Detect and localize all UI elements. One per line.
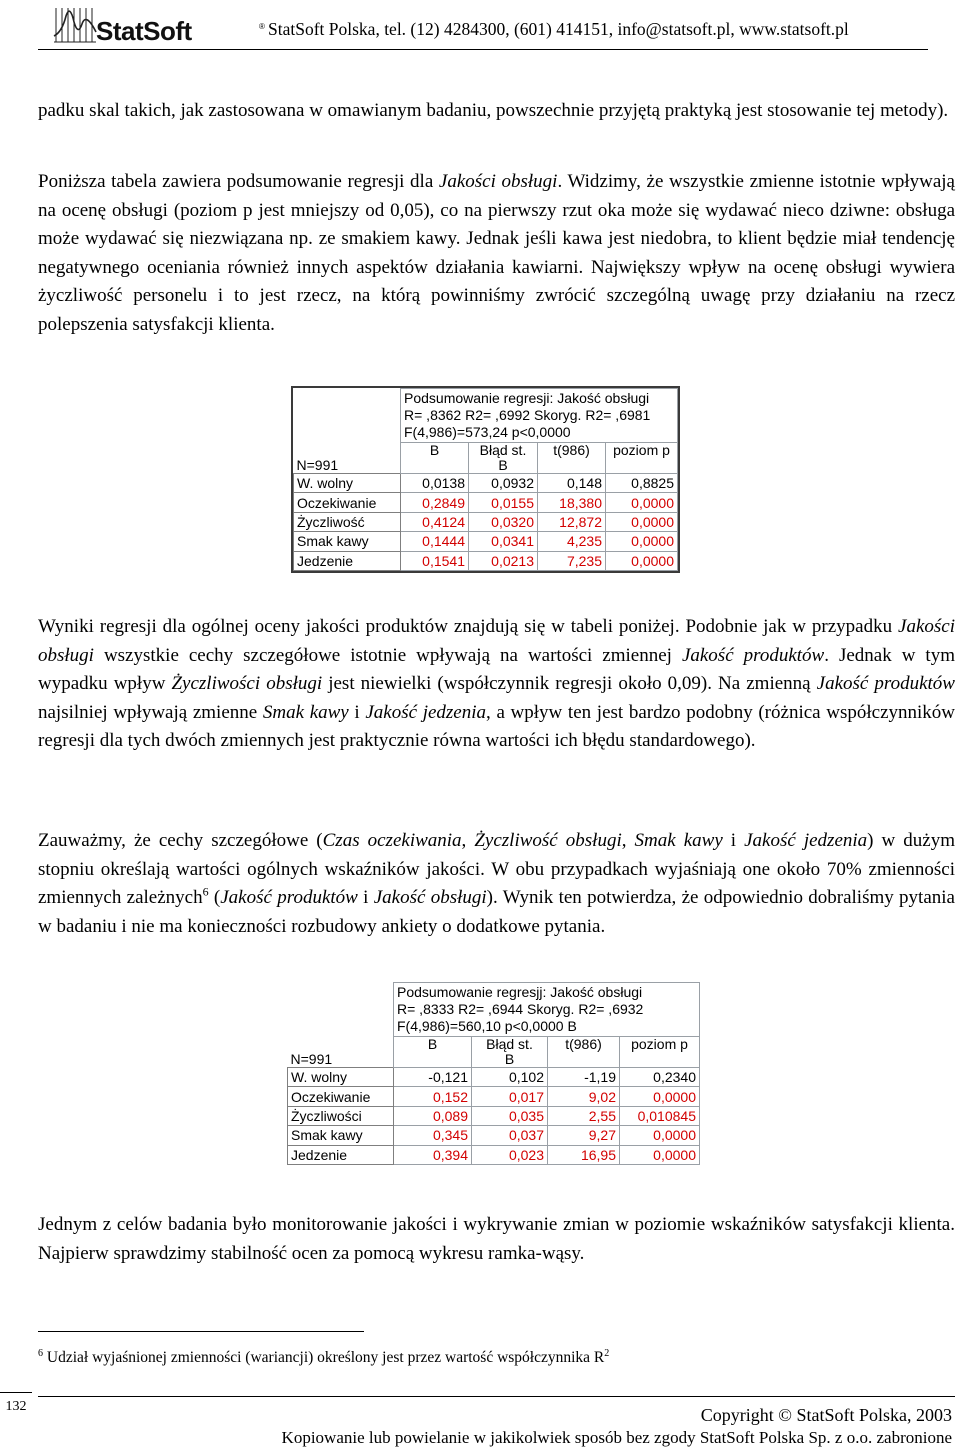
column-header-text: Błąd st. B — [486, 1036, 533, 1067]
column-header: t(986) — [538, 443, 606, 474]
table-stats-line: F(4,986)=560,10 p<0,0000 B — [397, 1018, 577, 1034]
cell: 0,023 — [472, 1145, 548, 1164]
cell: 0,0000 — [620, 1145, 700, 1164]
cell: 0,152 — [394, 1087, 472, 1106]
cell: 0,148 — [538, 474, 606, 493]
row-label: Smak kawy — [288, 1126, 394, 1145]
text-run: i — [348, 701, 366, 723]
column-header: t(986) — [548, 1037, 620, 1068]
text-run: jest niewielki (współczynnik regresji około 0,09). Na zmienną — [322, 673, 817, 695]
paragraph-1: padku skal takich, jak zastosowana w omawianym badaniu, powszechnie przyjętą praktyką jest stosowanie tej metody). — [38, 100, 949, 121]
cell: 0,1541 — [401, 551, 469, 570]
footnote-text: Udział wyjaśnionej zmienności (wariancji) określony jest przez wartość współczynnika R — [43, 1349, 605, 1366]
cell: -0,121 — [394, 1068, 472, 1087]
text-run: wszystkie cechy szczegółowe istotnie wpływają na wartości zmiennej — [93, 644, 682, 666]
cell: 0,035 — [472, 1106, 548, 1125]
header-contact-line: StatSoft Polska, tel. (12) 4284300, (601) 414151, info@statsoft.pl, www.statsoft.pl — [268, 19, 849, 39]
cell: 0,2340 — [620, 1068, 700, 1087]
table-row — [294, 551, 678, 570]
footnote — [38, 1349, 609, 1367]
logo-registered-mark: ® — [259, 22, 265, 31]
cell: 0,8825 — [606, 474, 678, 493]
table-title — [401, 389, 678, 443]
cell: 0,017 — [472, 1087, 548, 1106]
cell: 0,0155 — [469, 493, 538, 512]
text-run: , a wpływ ten jest bardzo podobny (różnica współczynników regresji dla tych dwóch zmiennych jest praktycznie równa wartości ich błędu standardowego). — [38, 701, 956, 752]
table-title-line: Podsumowanie regresji: Jakość obsługi — [404, 390, 650, 406]
cell: -1,19 — [548, 1068, 620, 1087]
column-header: poziom p — [606, 443, 678, 474]
row-label: Życzliwości — [288, 1106, 394, 1125]
cell: 0,0000 — [620, 1126, 700, 1145]
table-row — [288, 1087, 700, 1106]
italic-term: Jakości obsługi — [438, 171, 558, 192]
paragraph-5: Jednym z celów badania było monitorowanie jakości i wykrywanie zmian w poziomie wskaźników satysfakcji klienta. Najpierw sprawdzimy stabilność ocen za pomocą wykresu ramka-wąsy. — [38, 1214, 955, 1264]
row-label: Życzliwość — [294, 512, 401, 531]
table-n-label: N=991 — [296, 457, 339, 473]
cell: 0,345 — [394, 1126, 472, 1145]
page-number-rule — [0, 1392, 32, 1393]
italic-term: Smak kawy — [634, 830, 723, 851]
table-row — [294, 474, 678, 493]
footer-notice: Kopiowanie lub powielanie w jakikolwiek sposób bez zgody StatSoft Polska Sp. z o.o. zabronione — [281, 1428, 952, 1447]
table-stats-line: F(4,986)=573,24 p<0,0000 — [404, 424, 571, 440]
column-header: poziom p — [620, 1037, 700, 1068]
cell: 0,010845 — [620, 1106, 700, 1125]
text-run: Zauważmy, że cechy szczegółowe ( — [38, 830, 323, 851]
cell: 4,235 — [538, 532, 606, 551]
italic-term: Jakość obsługi — [373, 887, 487, 909]
text-run: i — [722, 830, 745, 851]
statsoft-logo-mark-icon — [52, 2, 98, 46]
text-run: i — [357, 887, 374, 909]
paragraph-3 — [38, 613, 955, 756]
regression-table-service — [291, 386, 680, 573]
table-row — [288, 1126, 700, 1145]
cell: 7,235 — [538, 551, 606, 570]
cell: 0,4124 — [401, 512, 469, 531]
table-title — [394, 983, 700, 1037]
table-row — [294, 532, 678, 551]
cell: 2,55 — [548, 1106, 620, 1125]
text-run: Poniższa tabela zawiera podsumowanie regresji dla — [38, 171, 439, 192]
column-header-text: Błąd st. B — [479, 442, 527, 473]
italic-term: Życzliwość obsługi — [474, 830, 622, 851]
cell: 0,037 — [472, 1126, 548, 1145]
text-run: . Widzimy, że wszystkie zmienne istotnie wpływają na ocenę obsługi (poziom p jest mniejszy od 0,05), co na pierwszy rzut oka może się wydawać nieco dziwne: obsługa może wydawać się niezwiązana np. ze smakiem kawy. Jednak jeśli kawa jest niedobra, to klient będzie miał tendencję negatywnego oceniania również innych aspektów działania kawiarni. Największy wpływ na ocenę obsługi wywiera życzliwość personelu i to jest rzecz, na którą powinniśmy zwrócić szczególną uwagę przy działaniu na rzecz polepszenia satysfakcji klienta. — [38, 171, 955, 335]
footnote-marker: 6 — [38, 1347, 43, 1359]
italic-term: Czas oczekiwania — [322, 830, 462, 851]
italic-term: Smak kawy — [262, 701, 349, 723]
footer-separator — [38, 1396, 955, 1397]
text-run: ). Wynik ten potwierdza, że odpowiednio dobraliśmy pytania w badaniu i nie ma konieczności rozbudowy ankiety o dodatkowe pytania. — [38, 887, 955, 937]
cell: 0,0000 — [606, 532, 678, 551]
cell: 0,0932 — [469, 474, 538, 493]
cell: 0,089 — [394, 1106, 472, 1125]
cell: 0,1444 — [401, 532, 469, 551]
italic-term: Jakość produktów — [681, 644, 825, 666]
column-header: B — [394, 1037, 472, 1068]
cell: 9,27 — [548, 1126, 620, 1145]
row-label: W. wolny — [288, 1068, 394, 1087]
footer-copyright: Copyright © StatSoft Polska, 2003 — [700, 1405, 952, 1425]
footnote-separator — [38, 1331, 364, 1332]
table-row — [288, 1106, 700, 1125]
column-header — [469, 443, 538, 474]
cell: 18,380 — [538, 493, 606, 512]
row-label: Oczekiwanie — [294, 493, 401, 512]
table-corner-blank — [294, 389, 401, 443]
paragraph-2 — [38, 168, 955, 340]
page-number: 132 — [5, 1399, 27, 1414]
text-run: . Jednak w tym wypadku wpływ — [38, 644, 955, 695]
italic-term: Jakość produktów — [220, 887, 358, 909]
text-run: ) w dużym stopniu określają wartości ogólnych wskaźników jakości. W obu przypadkach wyjaśniają one około 70% zmienności zmiennych zależnych — [38, 830, 956, 909]
column-header: B — [401, 443, 469, 474]
cell: 0,0000 — [606, 551, 678, 570]
table-row — [294, 512, 678, 531]
table-corner-blank — [288, 983, 394, 1037]
italic-term: Jakości obsługi — [38, 616, 955, 666]
italic-term: Życzliwości obsługi — [171, 673, 323, 695]
row-label: Smak kawy — [294, 532, 401, 551]
cell: 0,0213 — [469, 551, 538, 570]
footnote-ref: 6 — [202, 884, 209, 899]
cell: 0,0320 — [469, 512, 538, 531]
row-label: W. wolny — [294, 474, 401, 493]
text-run: , — [621, 830, 635, 851]
cell: 16,95 — [548, 1145, 620, 1164]
row-label: Jedzenie — [288, 1145, 394, 1164]
statsoft-logo — [52, 2, 265, 48]
cell: 0,0138 — [401, 474, 469, 493]
table-stats-line: R= ,8362 R2= ,6992 Skoryg. R2= ,6981 — [404, 407, 651, 423]
italic-term: Jakość jedzenia — [744, 830, 868, 851]
text-run: Wyniki regresji dla ogólnej oceny jakości produktów znajdują się w tabeli poniżej. Podobnie jak w przypadku — [38, 616, 899, 637]
table-stats-line: R= ,8333 R2= ,6944 Skoryg. R2= ,6932 — [397, 1001, 644, 1017]
table-row — [288, 1145, 700, 1164]
cell: 0,2849 — [401, 493, 469, 512]
cell: 12,872 — [538, 512, 606, 531]
row-label: Oczekiwanie — [288, 1087, 394, 1106]
cell: 0,102 — [472, 1068, 548, 1087]
text-run: najsilniej wpływają zmienne — [38, 701, 263, 723]
regression-table-products — [287, 982, 700, 1165]
cell: 0,0000 — [606, 512, 678, 531]
footnote-superscript: 2 — [604, 1347, 610, 1359]
text-run: , — [461, 830, 475, 851]
cell: 0,0000 — [606, 493, 678, 512]
paragraph-4 — [38, 827, 955, 941]
page-header — [38, 0, 928, 50]
text-run: ( — [208, 887, 221, 909]
italic-term: Jakość produktów — [816, 673, 955, 695]
cell: 9,02 — [548, 1087, 620, 1106]
logo-wordmark: StatSoft — [96, 16, 192, 46]
italic-term: Jakość jedzenia — [365, 701, 487, 723]
table-row — [288, 1068, 700, 1087]
table-title-line: Podsumowanie regresjj: Jakość obsługi — [397, 984, 643, 1000]
column-header — [472, 1037, 548, 1068]
table-row — [294, 493, 678, 512]
cell: 0,0000 — [620, 1087, 700, 1106]
table-n-label: N=991 — [290, 1051, 333, 1067]
cell: 0,394 — [394, 1145, 472, 1164]
row-label: Jedzenie — [294, 551, 401, 570]
cell: 0,0341 — [469, 532, 538, 551]
